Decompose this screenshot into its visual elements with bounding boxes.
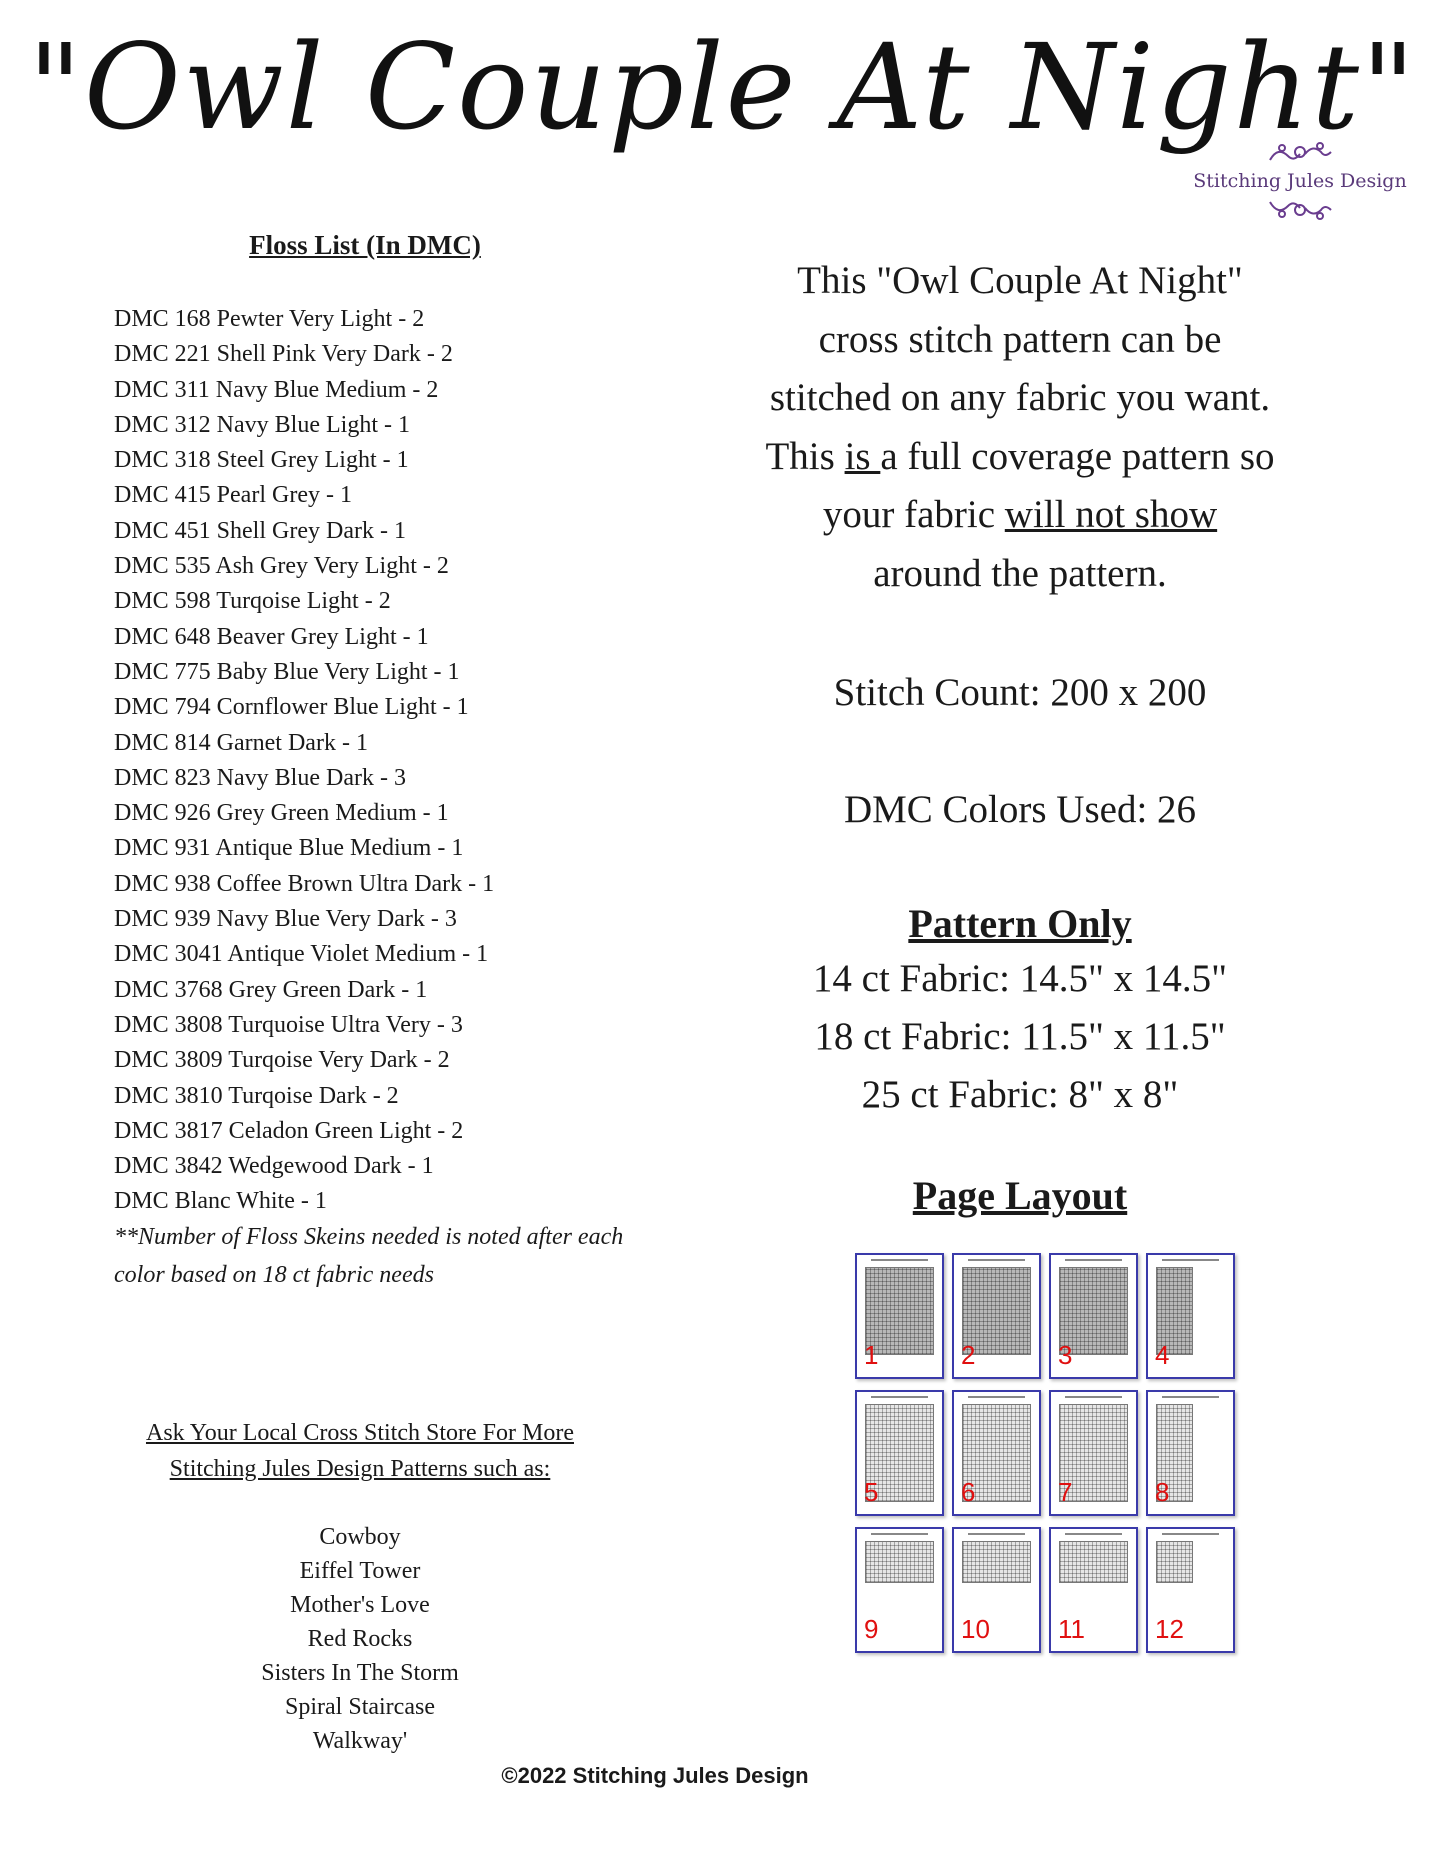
floss-item: DMC 415 Pearl Grey - 1 <box>114 482 352 509</box>
description-emphasis-will-not-show: will not show <box>1004 493 1218 536</box>
thumbnail-caption-line <box>1162 1259 1219 1261</box>
thumbnail-caption-line <box>968 1533 1025 1535</box>
thumbnail-caption-line <box>1162 1533 1219 1535</box>
description-line5 <box>720 486 1320 545</box>
floss-list-heading: Floss List (In DMC) <box>249 230 481 260</box>
description-line4-start: This <box>765 434 845 478</box>
pattern-item: Spiral Staircase <box>285 1694 435 1720</box>
fabric-size-25ct: 25 ct Fabric: 8" x 8" <box>861 1073 1179 1116</box>
page-thumbnail <box>855 1527 944 1653</box>
floss-item: DMC 221 Shell Pink Very Dark - 2 <box>114 341 453 368</box>
description-line3: stitched on any fabric you want. <box>769 376 1271 419</box>
floss-item: DMC 814 Garnet Dark - 1 <box>114 729 368 756</box>
page-layout-grid <box>855 1253 1235 1653</box>
floss-item: DMC 931 Antique Blue Medium - 1 <box>114 835 464 862</box>
stitch-count: Stitch Count: 200 x 200 <box>833 671 1207 714</box>
floss-item: DMC 311 Navy Blue Medium - 2 <box>114 376 439 403</box>
floss-note-text: Number of Floss Skeins needed is noted after each color based on 18 ct fabric needs <box>114 1224 624 1288</box>
floss-item: DMC 318 Steel Grey Light - 1 <box>114 447 409 474</box>
fabric-size-14ct: 14 ct Fabric: 14.5" x 14.5" <box>812 957 1228 1000</box>
floss-item: DMC Blanc White - 1 <box>114 1188 327 1215</box>
page-thumbnail <box>1049 1390 1138 1516</box>
fabric-sizes <box>720 950 1320 1124</box>
floss-item: DMC 939 Navy Blue Very Dark - 3 <box>114 906 457 933</box>
description-line4-end: a full coverage pattern so <box>880 434 1275 478</box>
description-line2: cross stitch pattern can be <box>818 317 1222 361</box>
description-line4 <box>720 428 1320 487</box>
pattern-description <box>720 252 1320 603</box>
page-thumbnail <box>1146 1527 1235 1653</box>
page-number: 7 <box>1058 1477 1073 1507</box>
description-line5-start: your fabric <box>822 493 1005 536</box>
floss-item: DMC 3768 Grey Green Dark - 1 <box>114 976 428 1003</box>
description-line1: This "Owl Couple At Night" <box>797 259 1243 302</box>
page-thumbnail <box>952 1527 1041 1653</box>
thumbnail-caption-line <box>968 1259 1025 1261</box>
thumbnail-caption-line <box>871 1259 928 1261</box>
swirl-ornament-bottom-icon <box>1260 194 1340 222</box>
page-thumbnail <box>1049 1527 1138 1653</box>
thumbnail-chart <box>865 1541 934 1583</box>
thumbnail-caption-line <box>871 1396 928 1398</box>
brand-logo <box>1190 140 1410 250</box>
page-number: 6 <box>961 1477 976 1507</box>
floss-item: DMC 3041 Antique Violet Medium - 1 <box>114 941 489 968</box>
floss-item: DMC 3808 Turquoise Ultra Very - 3 <box>114 1011 463 1038</box>
more-patterns-line2: Stitching Jules Design Patterns such as: <box>169 1456 551 1482</box>
fabric-size-18ct: 18 ct Fabric: 11.5" x 11.5" <box>814 1015 1226 1058</box>
page-number: 2 <box>961 1340 976 1370</box>
page-thumbnail <box>855 1253 944 1379</box>
page-number: 9 <box>864 1614 879 1644</box>
pattern-item: Red Rocks <box>307 1626 413 1652</box>
page-thumbnail <box>1049 1253 1138 1379</box>
page-number: 12 <box>1155 1614 1184 1644</box>
thumbnail-chart <box>1156 1541 1193 1583</box>
page-number: 10 <box>961 1614 990 1644</box>
floss-item: DMC 648 Beaver Grey Light - 1 <box>114 623 429 650</box>
floss-item: DMC 168 Pewter Very Light - 2 <box>114 306 425 332</box>
page-number: 3 <box>1058 1340 1073 1370</box>
thumbnail-caption-line <box>1065 1533 1122 1535</box>
page-thumbnail <box>952 1390 1041 1516</box>
floss-item: DMC 3810 Turqoise Dark - 2 <box>114 1082 399 1109</box>
page-thumbnail <box>952 1253 1041 1379</box>
floss-note <box>114 1218 674 1294</box>
more-patterns-heading <box>100 1415 620 1487</box>
page-number: 5 <box>864 1477 879 1507</box>
thumbnail-caption-line <box>968 1396 1025 1398</box>
pattern-item: Cowboy <box>319 1524 401 1550</box>
pattern-item: Mother's Love <box>290 1592 430 1618</box>
pattern-item: Walkway' <box>312 1728 408 1754</box>
page-number: 1 <box>864 1340 879 1370</box>
pattern-item: Sisters In The Storm <box>261 1660 459 1686</box>
thumbnail-caption-line <box>871 1533 928 1535</box>
thumbnail-chart <box>962 1541 1031 1583</box>
floss-item: DMC 598 Turqoise Light - 2 <box>114 588 391 615</box>
floss-item: DMC 775 Baby Blue Very Light - 1 <box>114 658 460 685</box>
floss-note-prefix: ** <box>114 1224 138 1250</box>
thumbnail-caption-line <box>1065 1259 1122 1261</box>
floss-item: DMC 3817 Celadon Green Light - 2 <box>114 1117 464 1144</box>
colors-used: DMC Colors Used: 26 <box>843 788 1197 831</box>
copyright-notice: ©2022 Stitching Jules Design <box>501 1763 809 1788</box>
thumbnail-caption-line <box>1065 1396 1122 1398</box>
page-number: 8 <box>1155 1477 1170 1507</box>
page-thumbnail <box>1146 1390 1235 1516</box>
page-thumbnail <box>855 1390 944 1516</box>
page-number: 11 <box>1058 1614 1085 1644</box>
thumbnail-caption-line <box>1162 1396 1219 1398</box>
page-thumbnail <box>1146 1253 1235 1379</box>
description-emphasis-is: is <box>844 434 881 478</box>
page-number: 4 <box>1155 1340 1170 1370</box>
floss-item: DMC 3809 Turqoise Very Dark - 2 <box>114 1047 450 1074</box>
floss-item: DMC 312 Navy Blue Light - 1 <box>114 411 410 438</box>
page-title: "Owl Couple At Night" <box>27 18 1418 156</box>
floss-item: DMC 938 Coffee Brown Ultra Dark - 1 <box>114 870 495 897</box>
more-patterns-list <box>200 1520 520 1758</box>
floss-item: DMC 3842 Wedgewood Dark - 1 <box>114 1153 434 1180</box>
page-layout-heading: Page Layout <box>912 1173 1128 1218</box>
description-line6: around the pattern. <box>873 551 1167 595</box>
more-patterns-line1: Ask Your Local Cross Stitch Store For More <box>145 1420 574 1446</box>
logo-text: Stitching Jules Design <box>1193 170 1407 192</box>
floss-item: DMC 535 Ash Grey Very Light - 2 <box>114 553 449 580</box>
floss-list <box>114 302 494 1220</box>
floss-item: DMC 451 Shell Grey Dark - 1 <box>114 517 406 544</box>
pattern-item: Eiffel Tower <box>299 1558 421 1584</box>
floss-item: DMC 794 Cornflower Blue Light - 1 <box>114 694 469 721</box>
pattern-only-heading: Pattern Only <box>908 901 1132 946</box>
thumbnail-chart <box>1059 1541 1128 1583</box>
swirl-ornament-top-icon <box>1260 140 1340 168</box>
floss-item: DMC 823 Navy Blue Dark - 3 <box>114 764 406 791</box>
floss-item: DMC 926 Grey Green Medium - 1 <box>114 800 449 827</box>
